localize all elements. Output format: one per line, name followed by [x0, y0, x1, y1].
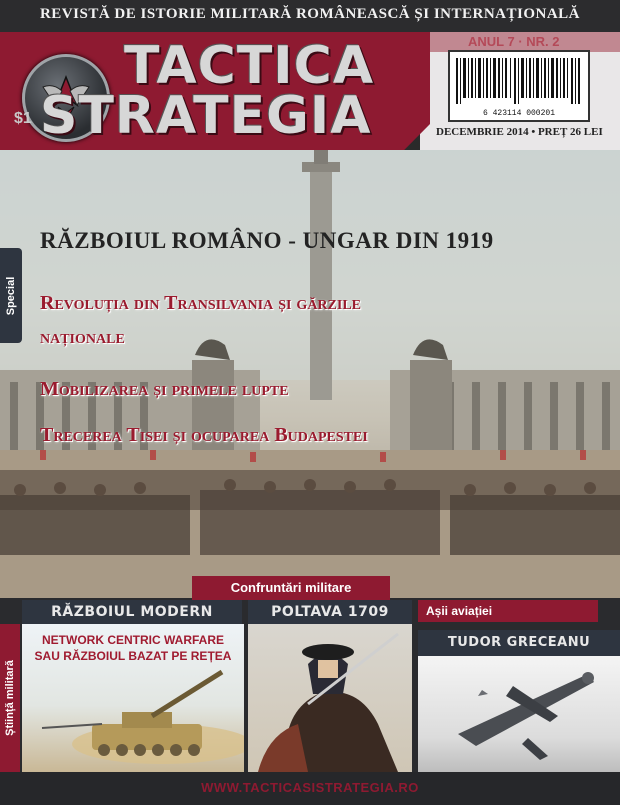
science-label: Știință militară — [4, 660, 16, 736]
issue-number: ANUL 7 · NR. 2 — [468, 34, 560, 49]
science-tab — [0, 624, 20, 772]
tagline: REVISTĂ DE ISTORIE MILITARĂ ROMÂNEASCĂ ȘI INTERNAȚIONALĂ — [39, 6, 581, 22]
panel-poltava — [248, 624, 412, 772]
title-tactica: TACTICA — [124, 36, 375, 96]
story-budapest: Trecerea Tisei și ocuparea Budapestei — [40, 424, 368, 446]
network-line2: SAU RĂZBOIUL BAZAT PE REȚEA — [34, 649, 232, 663]
panel-modern-war — [22, 624, 244, 772]
cover-headline: RĂZBOIUL ROMÂNO - UNGAR DIN 1919 — [40, 228, 494, 253]
section-poltava: POLTAVA 1709 — [248, 600, 412, 624]
barcode-number: 6 423114 000201 — [482, 109, 555, 118]
story-revolution-cont: naționale — [40, 326, 125, 348]
special-label: Special — [5, 276, 17, 315]
cover-photo — [0, 150, 620, 600]
story-revolution: Revoluția din Transilvania și gărzile — [40, 292, 362, 314]
section-confruntari: Confruntări militare — [192, 576, 390, 600]
barcode — [448, 50, 590, 122]
website-url[interactable]: WWW.TACTICASISTRATEGIA.RO — [201, 780, 419, 795]
section-tudor-greceanu: TUDOR GRECEANU — [418, 630, 620, 656]
story-mobilization: Mobilizarea și primele lupte — [40, 378, 289, 400]
panel-tudor-greceanu — [418, 656, 620, 772]
section-modern-war: RĂZBOIUL MODERN — [22, 600, 242, 624]
network-line1: NETWORK CENTRIC WARFARE — [42, 633, 224, 647]
dollar-mark: $1 — [14, 110, 32, 127]
title-strategia: STRATEGIA — [40, 86, 372, 146]
date-price: DECEMBRIE 2014 • PREȚ 26 LEI — [436, 126, 603, 138]
section-asii-aviatiei: Așii aviației — [418, 600, 598, 622]
special-tab — [0, 248, 22, 343]
